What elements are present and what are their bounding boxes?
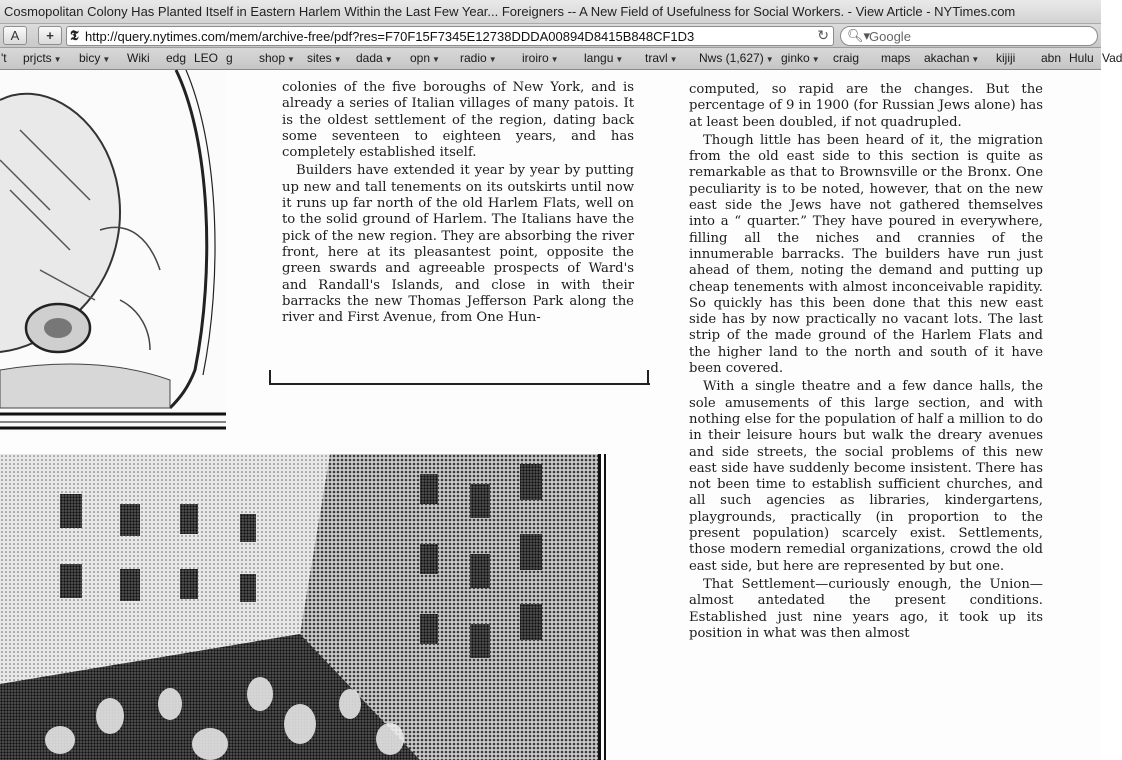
article-pdf-page: [0, 70, 1101, 760]
bookmark-label: radio: [460, 51, 487, 65]
bookmark-item[interactable]: [307, 51, 342, 65]
address-bar-url[interactable]: http://query.nytimes.com/mem/archive-free/pdf?res=F70F15F7345E12738DDDA00894D8415B848CF1D3: [85, 29, 695, 44]
bookmark-label: Hulu: [1069, 51, 1094, 65]
bookmark-label: kijiji: [996, 51, 1016, 65]
window-titlebar: [0, 0, 1101, 24]
street-scene-photo: [0, 454, 608, 760]
dropdown-arrow-icon: ▼: [615, 55, 624, 64]
bookmark-item[interactable]: [194, 51, 218, 65]
bookmark-label: ginko: [781, 51, 810, 65]
dropdown-arrow-icon: ▼: [550, 55, 559, 64]
bookmark-label: 't: [1, 51, 7, 65]
bookmark-item[interactable]: [410, 51, 440, 65]
article-illustration: [0, 70, 226, 432]
bookmark-item[interactable]: [1102, 51, 1122, 65]
search-field[interactable]: [840, 26, 1098, 46]
bookmark-item[interactable]: [881, 51, 910, 65]
search-icon[interactable]: 🔍︎▾: [847, 28, 871, 43]
dropdown-arrow-icon: ▼: [669, 55, 678, 64]
bookmark-item[interactable]: [259, 51, 295, 65]
bookmark-label: Wiki: [127, 51, 150, 65]
window-title: Cosmopolitan Colony Has Planted Itself in Eastern Harlem Within the Last Few Year... Foreigners -- A New Field of Usefulness for Social Workers. - View Article - NYTimes.com: [4, 4, 1016, 19]
article-paragraph: Builders have extended it year by year by putting up new and tall tenements on its outskirts until now it runs up far north of the old Harlem Flats, well on to the solid ground of Harlem. The Italians have the pick of the new region. They are absorbing the river front, here at its pleasantest point, opposite the green swards and agreeable prospects of Ward's and Randall's Islands, and close in with their barracks the new Thomas Jefferson Park along the river and First Avenue, from One Hun-: [282, 163, 634, 326]
bookmark-label: akachan: [924, 51, 970, 65]
bookmark-label: g: [226, 51, 233, 65]
article-paragraph: colonies of the five boroughs of New York, and is already a series of Italian villages of many patois. It is the oldest settlement of the region, dating back some seventeen to eighteen years, and has completely established itself.: [282, 80, 634, 161]
bookmark-item[interactable]: [1, 51, 7, 65]
bookmark-item[interactable]: [833, 51, 859, 65]
dropdown-arrow-icon: ▼: [765, 55, 774, 64]
article-paragraph: Though little has been heard of it, the migration from the old east side to this section is quite as remarkable as that to Brownsville or the Bronx. One peculiarity is to be noted, however, that on the new east side the Jews have not gathered themselves into a “ quarter.” They have poured in everywhere, filling all the niches and crannies of the innumerable barracks. The builders have run just ahead of them, noting the demand and putting up cheap tenements with almost inconceivable rapidity. So quickly has this been done that this new east side has by now practically no vacant lots. The last strip of the made ground of the Harlem Flats and the higher land to the north and south of it have been covered.: [689, 132, 1043, 377]
article-right-column: [689, 82, 1043, 642]
bookmark-label: LEO: [194, 51, 219, 65]
bookmark-label: sites: [307, 51, 332, 65]
bookmark-item[interactable]: [166, 51, 186, 65]
dropdown-arrow-icon: ▼: [102, 55, 111, 64]
bookmark-item[interactable]: [781, 51, 820, 65]
bookmark-item[interactable]: [996, 51, 1015, 65]
browser-toolbar: [0, 24, 1101, 48]
bookmark-label: langu: [584, 51, 614, 65]
article-paragraph: computed, so rapid are the changes. But the percentage of 9 in 1900 (for Russian Jews alone) has at least been doubled, if not quadrupled.: [689, 82, 1043, 130]
bookmark-item[interactable]: [522, 51, 559, 65]
bookmark-label: prjcts: [23, 51, 52, 65]
bookmark-label: Nws (1,627): [699, 51, 764, 65]
bookmark-item[interactable]: [1041, 51, 1061, 65]
bookmark-item[interactable]: [924, 51, 979, 65]
bookmark-label: edg: [166, 51, 187, 65]
dropdown-arrow-icon: ▼: [811, 55, 820, 64]
bookmark-label: craig: [833, 51, 860, 65]
bookmark-item[interactable]: [584, 51, 623, 65]
address-bar[interactable]: [66, 26, 834, 46]
bookmark-label: shop: [259, 51, 286, 65]
bookmark-item[interactable]: [356, 51, 393, 65]
bookmarks-bar: [0, 48, 1122, 70]
bookmark-item[interactable]: [23, 51, 62, 65]
dropdown-arrow-icon: ▼: [333, 55, 342, 64]
bookmark-label: opn: [410, 51, 431, 65]
bookmark-item[interactable]: [645, 51, 678, 65]
article-paragraph: With a single theatre and a few dance halls, the sole amusements of this large section, and with nothing else for the population of half a million to do in their leisure hours but walk the dreary avenues and side streets, the social problems of this new east side have suddenly become insistent. There has not been time to establish sufficient churches, and all such agencies as libraries, kindergartens, playgrounds, practically (in proportion to the present population) scarcely exist. Settlements, those modern remedial organizations, crowd the old east side, but here are represented by but one.: [689, 379, 1043, 574]
dropdown-arrow-icon: ▼: [488, 55, 497, 64]
bookmark-label: bicy: [79, 51, 101, 65]
article-paragraph: That Settlement—curiously enough, the Union—almost antedated the present conditions. Established just nine years ago, it took up its position in what was then almost: [689, 576, 1043, 641]
bookmark-label: iroiro: [522, 51, 549, 65]
dropdown-arrow-icon: ▼: [432, 55, 440, 64]
search-placeholder: Google: [869, 29, 911, 44]
bookmark-item[interactable]: [1069, 51, 1094, 65]
bookmark-item[interactable]: [79, 51, 110, 65]
nytimes-favicon-icon: 𝕿: [70, 28, 79, 44]
reload-icon[interactable]: ↻: [817, 27, 829, 43]
dropdown-arrow-icon: ▼: [53, 55, 62, 64]
bookmark-label: maps: [881, 51, 911, 65]
bookmark-item[interactable]: [699, 51, 774, 65]
bookmark-label: travl: [645, 51, 668, 65]
bookmark-label: dada: [356, 51, 383, 65]
article-middle-column: [282, 80, 634, 326]
text-size-button[interactable]: A: [3, 26, 27, 45]
bookmark-label: Vad: [1102, 51, 1122, 65]
bookmark-item[interactable]: [460, 51, 497, 65]
column-rule: [268, 370, 652, 390]
bookmark-item[interactable]: [226, 51, 233, 65]
bookmark-label: abn: [1041, 51, 1062, 65]
dropdown-arrow-icon: ▼: [971, 55, 980, 64]
dropdown-arrow-icon: ▼: [287, 55, 295, 64]
add-bookmark-button[interactable]: +: [38, 26, 62, 45]
dropdown-arrow-icon: ▼: [384, 55, 393, 64]
bookmark-item[interactable]: [127, 51, 150, 65]
